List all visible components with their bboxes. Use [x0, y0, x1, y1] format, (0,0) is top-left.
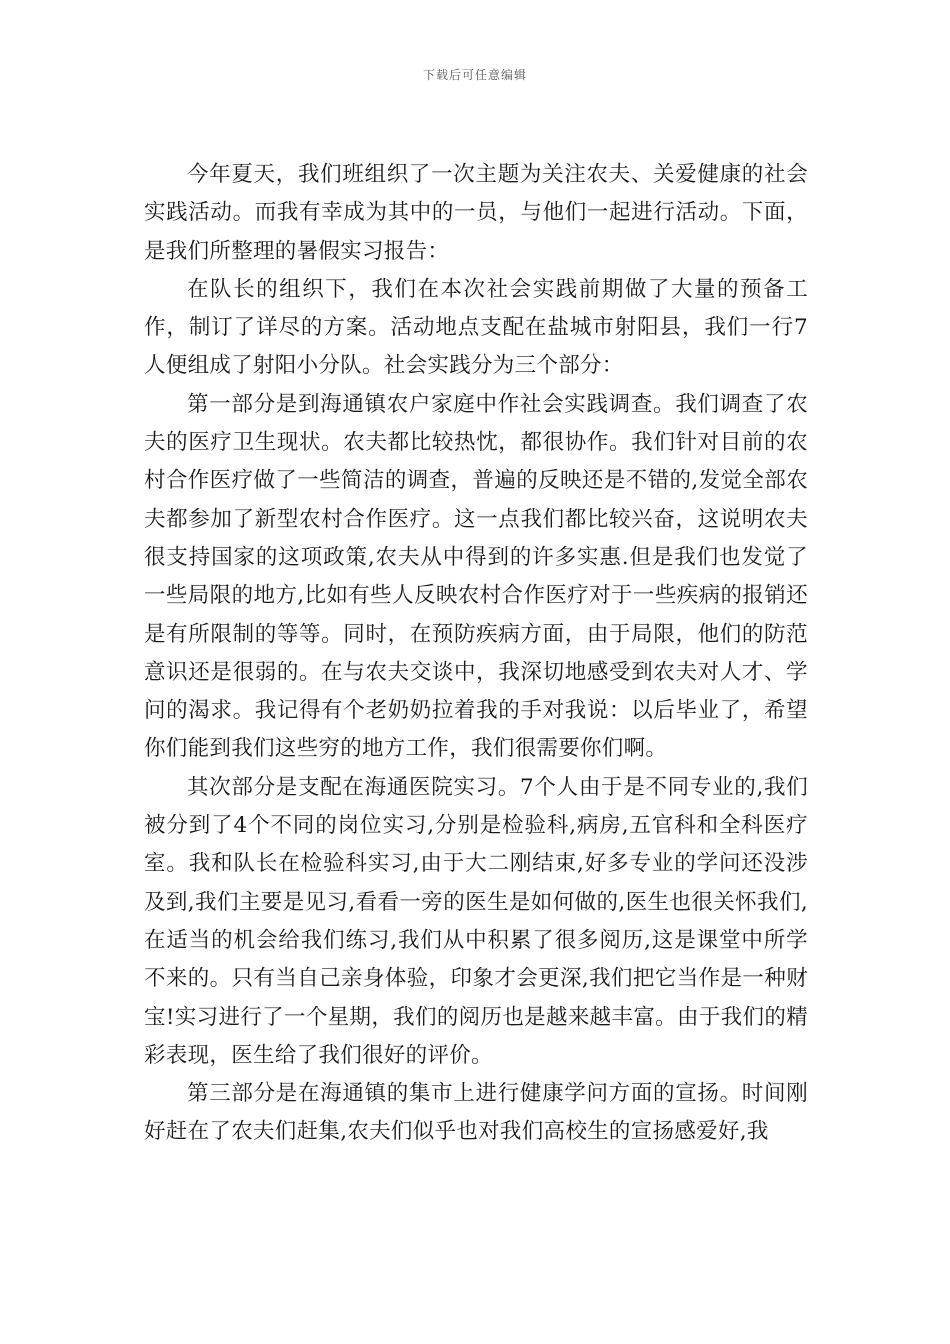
paragraph-part-three: 第三部分是在海通镇的集市上进行健康学问方面的宣扬。时间刚好赶在了农夫们赶集,农夫们似乎也对我们高校生的宣扬感爱好,我: [144, 1081, 808, 1145]
header-note: 下载后可任意编辑: [422, 68, 527, 82]
document-body: [144, 156, 808, 1152]
paragraph-preparation: 在队长的组织下，我们在本次社会实践前期做了大量的预备工作，制订了详尽的方案。活动地点支配在盐城市射阳县，我们一行7人便组成了射阳小分队。社会实践分为三个部分：: [144, 276, 808, 379]
paragraph-part-one: 第一部分是到海通镇农户家庭中作社会实践调查。我们调查了农夫的医疗卫生现状。农夫都比较热忱，都很协作。我们针对目前的农村合作医疗做了一些简洁的调查，普遍的反映还是不错的,发觉全部农夫都参加了新型农村合作医疗。这一点我们都比较兴奋，这说明农夫很支持国家的这项政策,农夫从中得到的许多实惠.但是我们也发觉了一些局限的地方,比如有些人反映农村合作医疗对于一些疾病的报销还是有所限制的等等。同时，在预防疾病方面，由于局限，他们的防范意识还是很弱的。在与农夫交谈中，我深切地感受到农夫对人才、学问的渴求。我记得有个老奶奶拉着我的手对我说：以后毕业了，希望你们能到我们这些穷的地方工作，我们很需要你们啊。: [144, 391, 808, 762]
paragraph-intro: 今年夏天，我们班组织了一次主题为关注农夫、关爱健康的社会实践活动。而我有幸成为其中的一员，与他们一起进行活动。下面，是我们所整理的暑假实习报告：: [144, 162, 808, 264]
paragraph-part-two: 其次部分是支配在海通医院实习。7个人由于是不同专业的,我们被分到了4个不同的岗位实习,分别是检验科,病房,五官科和全科医疗室。我和队长在检验科实习,由于大二刚结束,好多专业的学问还没涉及到,我们主要是见习,看看一旁的医生是如何做的,医生也很关怀我们,在适当的机会给我们练习,我们从中积累了很多阅历,这是课堂中所学不来的。只有当自己亲身体验，印象才会更深,我们把它当作是一种财宝!实习进行了一个星期，我们的阅历也是越来越丰富。由于我们的精彩表现，医生给了我们很好的评价。: [144, 774, 808, 1068]
